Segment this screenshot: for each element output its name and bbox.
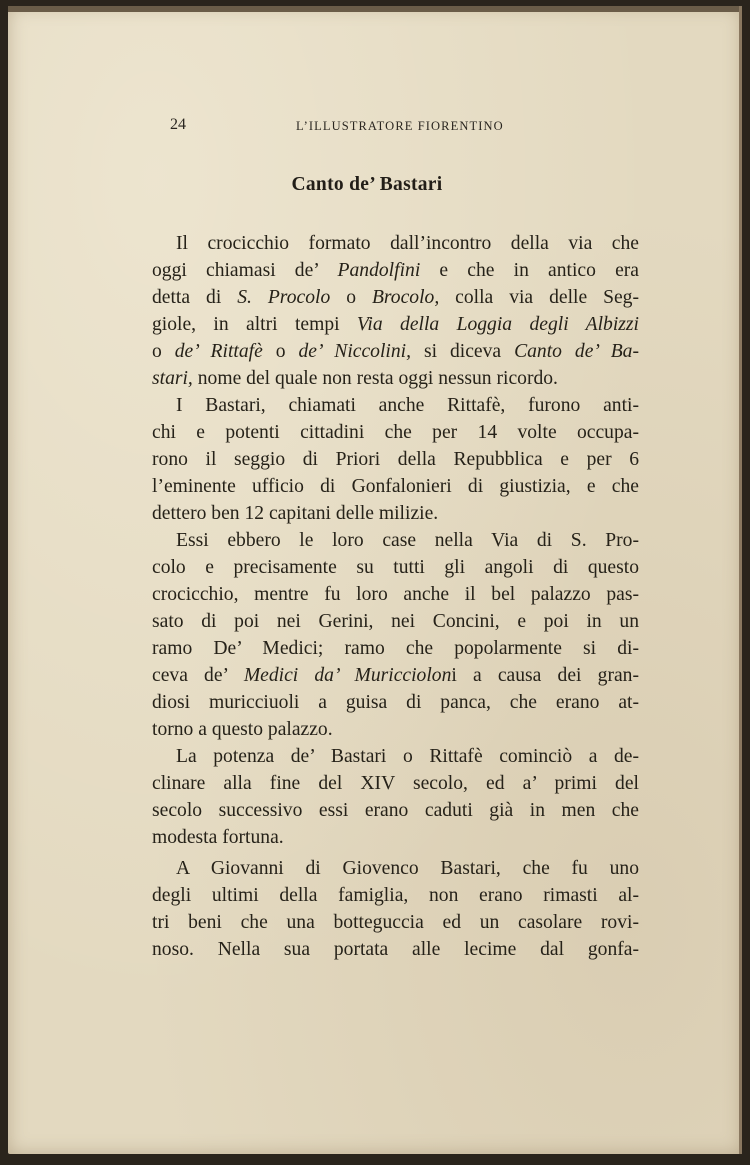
text-run: crocicchio, mentre fu loro anche il bel palazzo pas- [152, 584, 639, 605]
text-line [152, 393, 639, 419]
italic-run: de’ Niccolini, [298, 341, 412, 362]
text-line [152, 231, 639, 257]
text-run: o [152, 341, 175, 362]
text-run: diosi muricciuoli a guisa di panca, che erano at- [152, 692, 639, 713]
text-line [152, 825, 639, 851]
running-header [170, 116, 530, 138]
text-line [152, 447, 639, 473]
text-run: torno a questo palazzo. [152, 719, 333, 740]
italic-run: Canto de’ Ba- [514, 341, 639, 362]
text-line [152, 420, 639, 446]
text-line [152, 582, 639, 608]
text-run: rono il seggio di Priori della Repubblica e per 6 [152, 449, 639, 470]
text-line [152, 366, 639, 392]
text-line [152, 555, 639, 581]
italic-run: de’ Rittafè [174, 341, 263, 362]
italic-run: Brocolo, [371, 287, 440, 308]
text-line [152, 339, 639, 365]
text-line [152, 856, 639, 882]
text-line [152, 501, 639, 527]
italic-run: S. Procolo [237, 287, 331, 308]
text-run: degli ultimi della famiglia, non erano rimasti al- [152, 885, 639, 906]
text-run: detta di [152, 287, 238, 308]
text-run: giole, in altri tempi [152, 314, 357, 335]
text-line [152, 636, 639, 662]
text-line [152, 528, 639, 554]
text-run: clinare alla fine del XIV secolo, ed a’ primi del [152, 773, 639, 794]
text-line [152, 474, 639, 500]
text-line [152, 910, 639, 936]
italic-run: Pandolfini [337, 260, 421, 281]
text-run: chi e potenti cittadini che per 14 volte occupa- [152, 422, 639, 443]
text-line [152, 937, 639, 963]
text-run: si diceva [411, 341, 515, 362]
text-run: o [262, 341, 299, 362]
text-run: colla via delle Seg- [439, 287, 640, 308]
italic-run: stari, [152, 368, 193, 389]
text-line [152, 609, 639, 635]
text-run: ceva de’ [152, 665, 244, 686]
text-line [152, 285, 639, 311]
text-run: tri beni che una botteguccia ed un casolare rovi- [152, 912, 639, 933]
text-line [152, 690, 639, 716]
text-run: o [330, 287, 372, 308]
page-top-edge [8, 6, 742, 12]
text-line [152, 883, 639, 909]
text-run: noso. Nella sua portata alle lecime dal gonfa- [152, 939, 639, 960]
page-number: 24 [170, 116, 186, 133]
text-run: oggi chiamasi de’ [152, 260, 338, 281]
text-run: ramo De’ Medici; ramo che popolarmente si di- [152, 638, 639, 659]
text-line [152, 312, 639, 338]
text-run: A Giovanni di Giovenco Bastari, che fu uno [176, 858, 639, 879]
text-run: sato di poi nei Gerini, nei Concini, e poi in un [152, 611, 639, 632]
text-run: l’eminente ufficio di Gonfalonieri di giustizia, e che [152, 476, 639, 497]
text-run: dettero ben 12 capitani delle milizie. [152, 503, 439, 524]
text-run: Essi ebbero le loro case nella Via di S. Pro- [176, 530, 639, 551]
text-run: e che in antico era [420, 260, 639, 281]
text-run: Il crocicchio formato dall’incontro della via che [176, 233, 639, 254]
text-run: modesta fortuna. [152, 827, 284, 848]
text-line [152, 771, 639, 797]
text-line [152, 744, 639, 770]
text-line [152, 798, 639, 824]
page-right-edge [739, 6, 742, 1154]
text-run: i a causa dei gran- [451, 665, 640, 686]
text-line [152, 717, 639, 743]
text-run: nome del quale non resta oggi nessun ricordo. [192, 368, 558, 389]
text-run: I Bastari, chiamati anche Rittafè, furono anti- [176, 395, 639, 416]
italic-run: Via della Loggia degli Albizzi [356, 314, 639, 335]
italic-run: Medici da’ Muricciolon [243, 665, 452, 686]
text-run: colo e precisamente su tutti gli angoli di questo [152, 557, 639, 578]
text-line [152, 258, 639, 284]
text-run: secolo successivo essi erano caduti già in men che [152, 800, 639, 821]
text-line [152, 663, 639, 689]
text-run: La potenza de’ Bastari o Rittafè cominciò a de- [176, 746, 639, 767]
section-title: Canto de’ Bastari [291, 174, 443, 195]
book-title: L’ILLUSTRATORE FIORENTINO [296, 119, 504, 133]
